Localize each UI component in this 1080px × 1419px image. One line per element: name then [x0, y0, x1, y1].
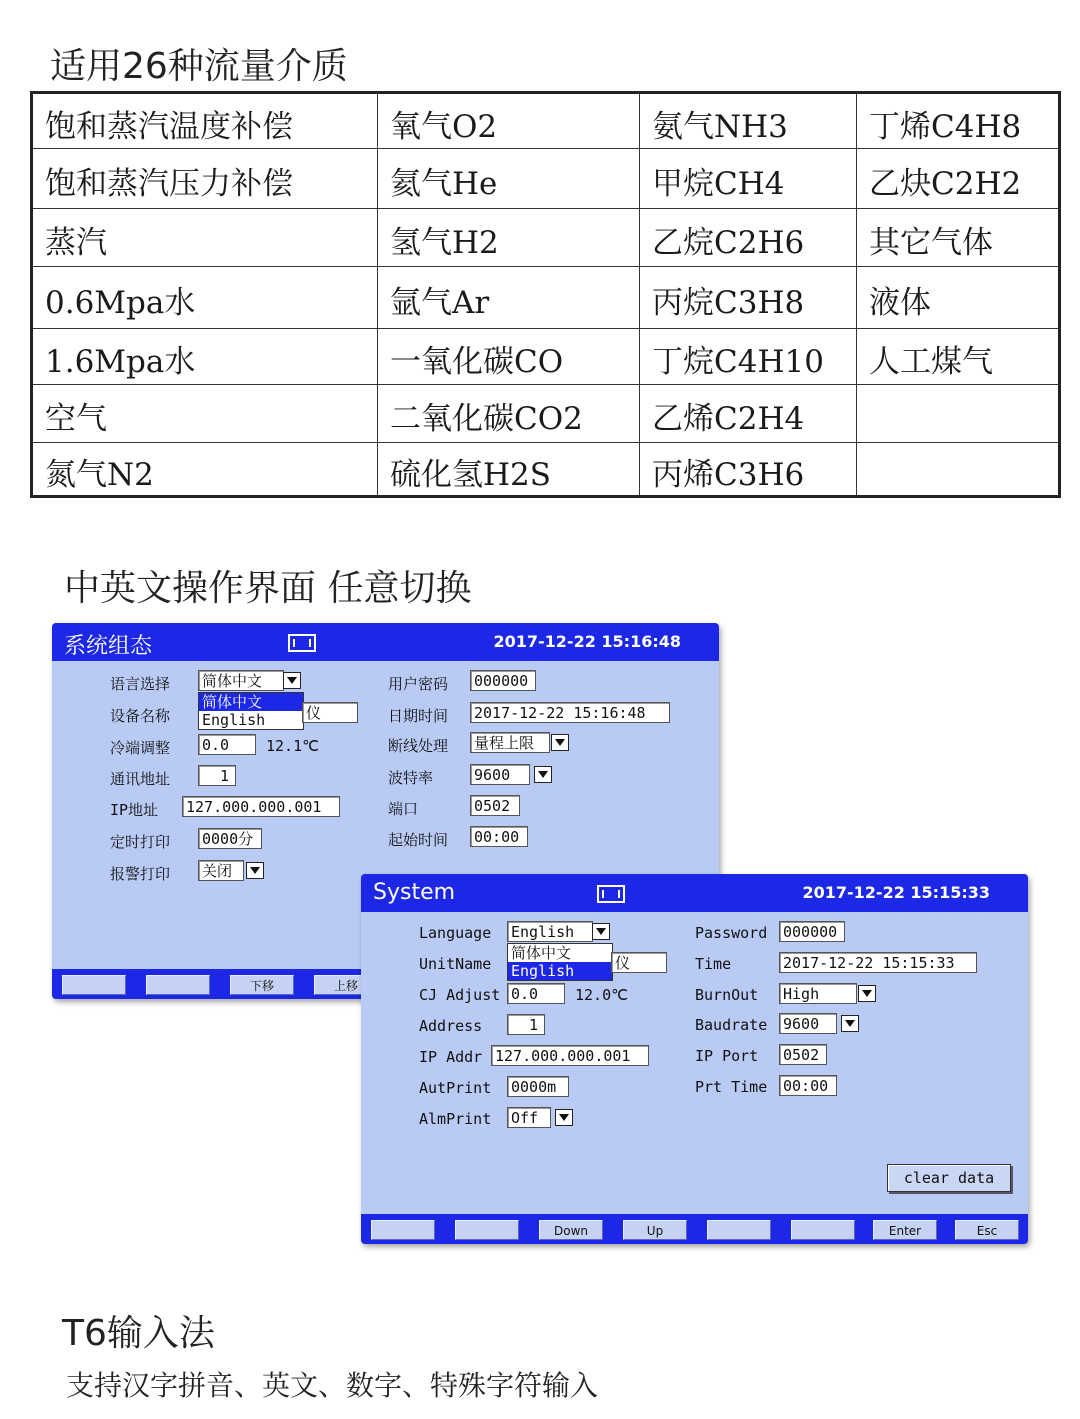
- cn-baudrate-dropdown-icon[interactable]: [534, 766, 552, 783]
- en-alm-print-select[interactable]: Off: [507, 1107, 551, 1128]
- en-password-field[interactable]: 000000: [779, 921, 845, 942]
- en-language-menu[interactable]: [507, 943, 613, 981]
- media-row: [32, 209, 1060, 267]
- en-prt-time-field[interactable]: 00:00: [779, 1075, 837, 1096]
- en-lang-option-english[interactable]: English: [508, 962, 612, 980]
- media-cell: 蒸汽: [32, 209, 378, 267]
- en-baudrate-dropdown-icon[interactable]: [841, 1015, 859, 1032]
- en-alm-dropdown-icon[interactable]: [555, 1109, 573, 1126]
- en-time-field[interactable]: 2017-12-22 15:15:33: [779, 952, 977, 973]
- en-label-burnout: BurnOut: [695, 986, 759, 1004]
- en-cj-adjust-field[interactable]: 0.0: [507, 983, 565, 1004]
- media-cell: 丁烯C4H8: [857, 93, 1060, 149]
- cn-label-start-time: 起始时间: [388, 831, 449, 849]
- en-clock: 2017-12-22 15:15:33: [802, 883, 990, 902]
- en-label-baudrate: Baudrate: [695, 1016, 768, 1034]
- cn-clock: 2017-12-22 15:16:48: [493, 632, 681, 651]
- cn-label-port: 端口: [388, 800, 419, 818]
- cn-address-field[interactable]: 1: [198, 765, 236, 786]
- en-baudrate-select[interactable]: 9600: [779, 1013, 837, 1034]
- cn-start-time-field[interactable]: 00:00: [470, 826, 528, 847]
- media-cell: 丙烯C3H6: [640, 443, 857, 497]
- media-cell: 其它气体: [857, 209, 1060, 267]
- cn-label-language: 语言选择: [110, 675, 171, 693]
- cn-lang-option-chinese[interactable]: 简体中文: [199, 693, 303, 711]
- cn-softkey-down[interactable]: 下移: [230, 975, 294, 995]
- en-label-ip-port: IP Port: [695, 1047, 759, 1065]
- en-softkey-enter[interactable]: Enter: [873, 1220, 937, 1240]
- cn-cj-adjust-field[interactable]: 0.0: [198, 734, 256, 755]
- en-label-aut-print: AutPrint: [419, 1079, 492, 1097]
- media-cell: 甲烷CH4: [640, 149, 857, 209]
- en-unit-name-field[interactable]: 仪: [611, 952, 667, 973]
- media-cell: 1.6Mpa水: [32, 329, 378, 385]
- en-label-ip: IP Addr: [419, 1048, 483, 1066]
- media-cell: 饱和蒸汽温度补偿: [32, 93, 378, 149]
- media-cell: 乙烷C2H6: [640, 209, 857, 267]
- en-softkey-down[interactable]: Down: [539, 1220, 603, 1240]
- en-label-time: Time: [695, 955, 732, 973]
- flow-media-table: [30, 91, 1061, 498]
- cn-burnout-select[interactable]: 量程上限: [470, 732, 550, 753]
- media-cell: 空气: [32, 385, 378, 443]
- clear-data-button[interactable]: clear data: [887, 1164, 1011, 1192]
- media-cell: 一氧化碳CO: [378, 329, 640, 385]
- media-cell: 氮气N2: [32, 443, 378, 497]
- media-cell: [857, 385, 1060, 443]
- cn-label-address: 通讯地址: [110, 770, 171, 788]
- cn-language-select[interactable]: 简体中文: [198, 670, 284, 691]
- media-cell: 丙烷C3H8: [640, 267, 857, 329]
- en-screen-title: System: [373, 880, 456, 905]
- cn-softkey-up[interactable]: 上移: [314, 975, 378, 995]
- cn-cj-temperature: 12.1℃: [266, 737, 319, 755]
- en-cj-temperature: 12.0℃: [575, 986, 628, 1004]
- cn-label-alarm-print: 报警打印: [110, 865, 171, 883]
- media-row: [32, 443, 1060, 497]
- en-label-language: Language: [419, 924, 492, 942]
- media-cell: 氦气He: [378, 149, 640, 209]
- en-softkey-up[interactable]: Up: [623, 1220, 687, 1240]
- ui-section-title: 中英文操作界面 任意切换: [64, 568, 472, 609]
- cn-datetime-field[interactable]: 2017-12-22 15:16:48: [470, 702, 670, 723]
- cn-softkey-2[interactable]: [146, 975, 210, 995]
- en-label-cj-adjust: CJ Adjust: [419, 986, 501, 1004]
- cn-burnout-dropdown-icon[interactable]: [551, 734, 569, 751]
- media-row: [32, 267, 1060, 329]
- cn-label-datetime: 日期时间: [388, 707, 449, 725]
- cn-label-device-name: 设备名称: [110, 707, 171, 725]
- cn-label-password: 用户密码: [388, 675, 449, 693]
- media-cell: 乙炔C2H2: [857, 149, 1060, 209]
- en-label-prt-time: Prt Time: [695, 1078, 768, 1096]
- en-label-alm-print: AlmPrint: [419, 1110, 492, 1128]
- en-aut-print-field[interactable]: 0000m: [507, 1076, 569, 1097]
- en-label-password: Password: [695, 924, 768, 942]
- media-cell: 人工煤气: [857, 329, 1060, 385]
- media-cell: 氨气NH3: [640, 93, 857, 149]
- cn-screen-title: 系统组态: [64, 634, 153, 659]
- media-cell: 液体: [857, 267, 1060, 329]
- cn-device-name-field[interactable]: 仪: [302, 702, 358, 723]
- media-cell: 氩气Ar: [378, 267, 640, 329]
- cn-ip-field[interactable]: 127.000.000.001: [182, 796, 340, 817]
- cn-password-field[interactable]: 000000: [470, 670, 536, 691]
- input-method-title: T6输入法: [62, 1313, 215, 1354]
- media-row: [32, 93, 1060, 149]
- en-language-select[interactable]: English: [507, 921, 593, 942]
- en-softkey-5[interactable]: [707, 1220, 771, 1240]
- media-cell: 乙烯C2H4: [640, 385, 857, 443]
- cn-label-burnout: 断线处理: [388, 737, 449, 755]
- cn-baudrate-select[interactable]: 9600: [470, 764, 530, 785]
- en-burnout-dropdown-icon[interactable]: [858, 985, 876, 1002]
- media-cell: 氢气H2: [378, 209, 640, 267]
- en-ip-field[interactable]: 127.000.000.001: [491, 1045, 649, 1066]
- en-softkey-bar: [361, 1214, 1028, 1244]
- cn-port-field[interactable]: 0502: [470, 795, 520, 816]
- cn-timed-print-field[interactable]: 0000分: [198, 828, 262, 849]
- signal-icon: [597, 885, 625, 903]
- en-softkey-1[interactable]: [371, 1220, 435, 1240]
- en-system-screen: [361, 874, 1028, 1244]
- media-cell: 饱和蒸汽压力补偿: [32, 149, 378, 209]
- en-burnout-select[interactable]: High: [779, 983, 857, 1004]
- media-section-title: 适用26种流量介质: [50, 46, 348, 87]
- input-method-description: 支持汉字拼音、英文、数字、特殊字符输入: [66, 1369, 599, 1402]
- en-softkey-esc[interactable]: Esc: [955, 1220, 1019, 1240]
- en-softkey-6[interactable]: [791, 1220, 855, 1240]
- media-row: [32, 149, 1060, 209]
- cn-label-baudrate: 波特率: [388, 769, 434, 787]
- cn-alarm-dropdown-icon[interactable]: [246, 862, 264, 879]
- cn-alarm-print-select[interactable]: 关闭: [198, 860, 244, 881]
- en-label-unit-name: UnitName: [419, 955, 492, 973]
- cn-label-cj-adjust: 冷端调整: [110, 739, 171, 757]
- media-cell: [857, 443, 1060, 497]
- media-cell: 丁烷C4H10: [640, 329, 857, 385]
- media-cell: 0.6Mpa水: [32, 267, 378, 329]
- en-address-field[interactable]: 1: [507, 1014, 545, 1035]
- media-cell: 二氧化碳CO2: [378, 385, 640, 443]
- media-cell: 氧气O2: [378, 93, 640, 149]
- media-cell: 硫化氢H2S: [378, 443, 640, 497]
- media-row: [32, 385, 1060, 443]
- media-row: [32, 329, 1060, 385]
- signal-icon: [288, 634, 316, 652]
- cn-title-bar: [52, 623, 719, 661]
- cn-language-dropdown-icon[interactable]: [283, 672, 301, 689]
- en-lang-option-chinese[interactable]: 简体中文: [511, 944, 572, 962]
- cn-lang-option-english[interactable]: English: [202, 711, 266, 729]
- en-label-address: Address: [419, 1017, 483, 1035]
- cn-label-ip: IP地址: [110, 801, 159, 819]
- en-softkey-2[interactable]: [455, 1220, 519, 1240]
- en-title-bar: [361, 874, 1028, 912]
- en-language-dropdown-icon[interactable]: [592, 923, 610, 940]
- en-ip-port-field[interactable]: 0502: [779, 1044, 827, 1065]
- cn-label-timed-print: 定时打印: [110, 833, 171, 851]
- cn-language-menu[interactable]: [198, 692, 304, 730]
- cn-softkey-1[interactable]: [62, 975, 126, 995]
